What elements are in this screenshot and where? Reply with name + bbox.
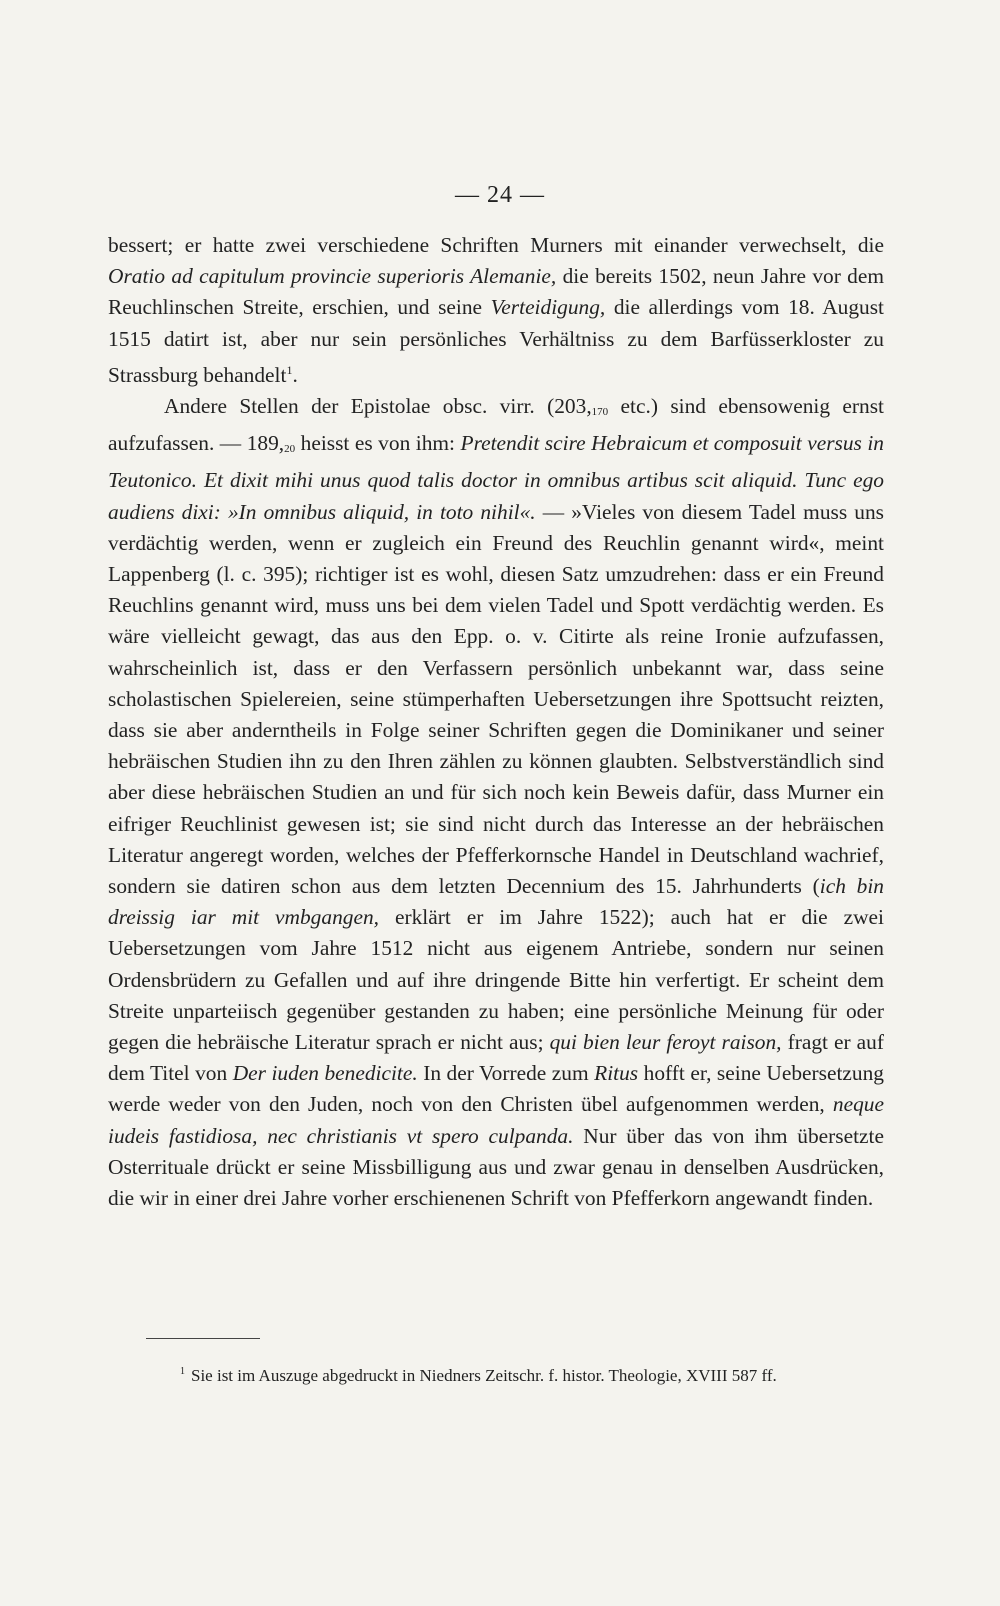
italic-quote: qui bien leur feroyt raison,: [549, 1030, 782, 1055]
footnote-text: Sie ist im Auszuge abgedruckt in Niedners Zeitschr. f. histor. Theologie, XVIII 587 ff.: [191, 1366, 777, 1385]
footnote-reference: 1: [286, 362, 293, 377]
text-run: bessert; er hatte zwei verschiedene Schriften Murners mit einander verwechselt, die: [108, 233, 884, 257]
text-run: In der Vorrede zum: [417, 1061, 595, 1086]
footnote-divider: [146, 1338, 260, 1339]
text-run: erklärt er im Jahre 1522); auch hat er die zwei Uebersetzungen vom Jahre 1512 nicht aus eigenem Antriebe, sondern nur seinen Ordensbrüdern zu Gefallen und auf ihre dringende Bitte hin verfertigt. Er scheint dem Streite unparteiisch gegenüber gestanden zu haben; eine persönliche Meinung für oder gegen die hebräische Literatur sprach er nicht aus;: [108, 905, 884, 1055]
page-number: — 24 —: [455, 182, 545, 208]
italic-quote: ich bin dreissig iar mit vmbgangen,: [108, 874, 884, 930]
text-run: die allerdings vom 18. August 1515 datirt ist, aber nur sein persönliches Verhältniss zu dem Barfüsserkloster zu Strassburg behandelt: [108, 295, 884, 387]
text-run: — »Vieles von diesem Tadel muss uns verdächtig werden, wenn er zugleich ein Freund des Reuchlin genannt wird«, meint Lappenberg (l. c. 395); richtiger ist es wohl, diesen Satz umzudrehen: dass er ein Freund Reuchlins genannt wird, muss uns bei dem vielen Tadel und Spott verdächtig werden. Es wäre vielleicht gewagt, das aus den Epp. o. v. Citirte als reine Ironie aufzufassen, wahrscheinlich ist, dass er den Verfassern persönlich unbekannt war, dass seine scholastischen Spielereien, seine stümperhaften Uebersetzungen ihre Spottsucht reizten, dass sie aber anderntheils in Folge seiner Schriften gegen die Dominikaner und seiner hebräischen Studien ihn zu den Ihren zählen zu können glaubten. Selbstverständlich sind aber diese hebräischen Studien an und für sich noch kein Beweis dafür, dass Murner ein eifriger Reuchlinist gewesen ist; sie sind nicht durch das Interesse an der hebräischen Literatur angeregt worden, welches der Pfefferkornsche Handel in Deutschland wachrief, sondern sie datiren schon aus dem letzten Decennium des 15. Jahrhunderts (: [108, 499, 884, 899]
italic-title: Der iuden benedicite.: [232, 1061, 418, 1086]
text-run: die bereits 1502, neun Jahre vor dem Reuchlinschen Streite, erschien, und seine: [108, 264, 885, 320]
italic-title: Oratio ad capitulum provincie superioris Alemanie,: [108, 264, 557, 289]
italic-title: Verteidigung,: [490, 295, 606, 320]
paragraph-1: [108, 230, 884, 391]
text-run: hofft er, seine Uebersetzung werde weder von den Juden, noch von den Christen übel aufgenommen werden,: [108, 1061, 884, 1117]
italic-quote: Pretendit scire Hebraicum et composuit versus in Teutonico. Et dixit mihi unus quod talis doctor in omnibus artibus scit aliquid. Tunc ego audiens dixi: »In omnibus aliquid, in toto nihil«.: [108, 431, 884, 524]
italic-quote: neque iudeis fastidiosa, nec christianis vt spero culpanda.: [108, 1092, 884, 1148]
text-run: etc.) sind ebensowenig ernst aufzufassen. — 189,: [108, 394, 884, 456]
footnote: [108, 1360, 884, 1388]
main-text: [108, 230, 884, 1214]
italic-title: Ritus: [594, 1061, 639, 1086]
footnote-marker: 1: [180, 1366, 185, 1377]
text-run: heisst es von ihm:: [295, 431, 461, 456]
text-run: Nur über das von ihm übersetzte Osterrituale drückt er seine Missbilligung aus und zwar genau in denselben Ausdrücken, die wir in einer drei Jahre vorher erschienenen Schrift von Pfefferkorn angewandt finden.: [108, 1123, 884, 1211]
text-run: .: [292, 362, 298, 387]
line-reference: 170: [591, 406, 609, 419]
paragraph-2: [108, 391, 884, 1214]
text-run: Andere Stellen der Epistolae obsc. virr. (203,: [164, 394, 592, 419]
text-run: fragt er auf dem Titel von: [108, 1030, 884, 1086]
line-reference: 20: [284, 443, 296, 456]
